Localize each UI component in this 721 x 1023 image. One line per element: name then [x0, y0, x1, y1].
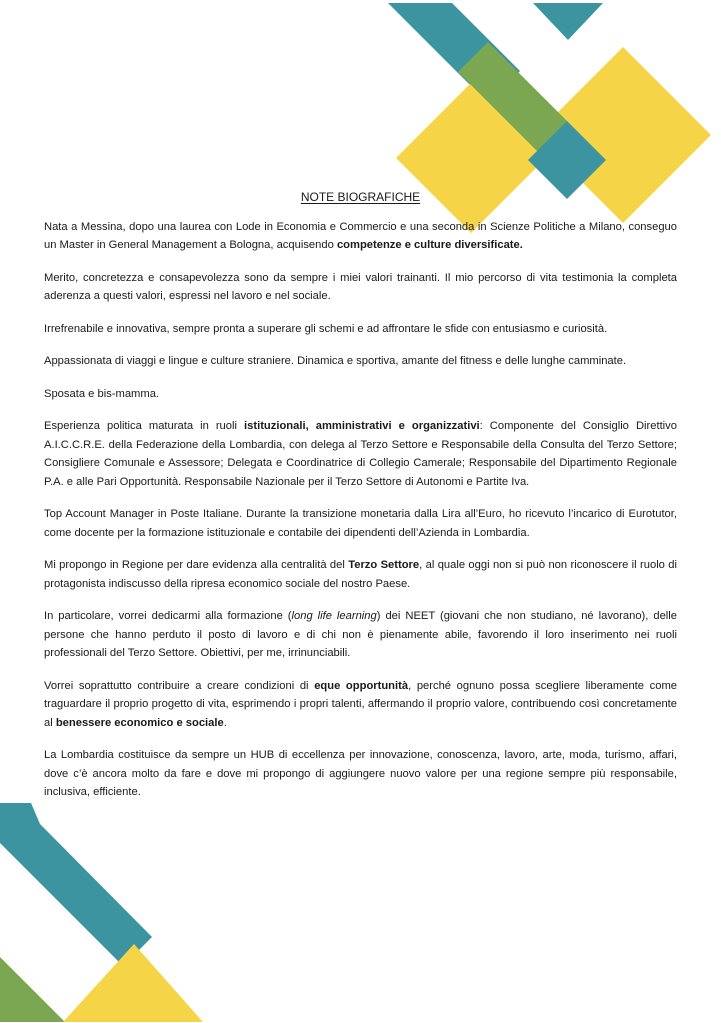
bottom-teal-stripe	[0, 803, 152, 966]
paragraph-family: Sposata e bis-mamma.	[44, 387, 160, 400]
paragraph-opportunita: Vorrei soprattutto contribuire a creare condizioni di eque opportunità, perché ognuno possa scegliere liberamente come traguardare il proprio progetto di vita, esprimendo i propri talenti, affermando il proprio valore, contribuendo così concretamente al benessere economico e sociale.	[44, 679, 677, 729]
paragraph-terzo-settore: Mi propongo in Regione per dare evidenza alla centralità del Terzo Settore, al quale oggi non si può non riconoscere il ruolo di protagonista indiscusso della ripresa economico sociale del nostro Paese.	[44, 559, 677, 590]
bold-terzo-settore: Terzo Settore	[348, 559, 420, 571]
paragraph-formazione: In particolare, vorrei dedicarmi alla formazione (long life learning) dei NEET (giovani che non studiano, né lavorano), delle persone che hanno perduto il posto di lavoro e di chi non è pienamente abile, favorendo il loro inserimento nei ruoli professionali del Terzo Settore. Obiettivi, per me, irrinunciabili.	[44, 610, 677, 659]
paragraph-poste-italiane: Top Account Manager in Poste Italiane. Durante la transizione monetaria dalla Lira all’Euro, ho ricevuto l’incarico di Eurotutor, come docente per la formazione istituzionale e contabile dei dipendenti dell’Azienda in Lombardia.	[44, 508, 677, 539]
bold-benessere: benessere economico e sociale	[55, 716, 224, 729]
paragraph-passions: Appassionata di viaggi e lingue e culture straniere. Dinamica e sportiva, amante del fitness e delle lunghe camminate.	[44, 355, 627, 367]
paragraph-innovation: Irrefrenabile e innovativa, sempre pronta a superare gli schemi e ad affrontare le sfide con entusiasmo e curiosità.	[44, 322, 608, 335]
top-teal-triangle	[533, 3, 603, 40]
paragraph-lombardia: La Lombardia costituisce da sempre un HUB di eccellenza per innovazione, conoscenza, lavoro, arte, moda, turismo, affari, dove c’è ancora molto da fare e dove mi propongo di aggiungere nuovo valore per una regione sempre più responsabile, inclusiva, efficiente.	[44, 749, 677, 798]
paragraph-values: Merito, concretezza e consapevolezza sono da sempre i miei valori trainanti. Il mio percorso di vita testimonia la completa aderenza a questi valori, espressi nel lavoro e nel sociale.	[44, 271, 677, 302]
italic-long-life-learning: long life learning	[291, 610, 377, 622]
biography-text	[44, 188, 677, 816]
bold-eque-opportunita: eque opportunità	[314, 679, 409, 692]
page-title: NOTE BIOGRAFICHE	[300, 190, 421, 204]
bottom-green-triangle	[0, 957, 65, 1022]
paragraph-education: Nata a Messina, dopo una laurea con Lode in Economia e Commercio e una seconda in Scienze Politiche a Milano, conseguo un Master in General Management a Bologna, acquisendo competenze e culture diversificate.	[44, 220, 677, 251]
bold-ruoli: istituzionali, amministrativi e organizzativi	[244, 420, 480, 432]
paragraph-political-experience: Esperienza politica maturata in ruoli istituzionali, amministrativi e organizzativi: Componente del Consiglio Direttivo A.I.C.C.R.E. della Federazione della Lombardia, con delega al Terzo Settore e Responsabile della Consulta del Terzo Settore; Consigliere Comunale e Assessore; Delegata e Coordinatrice di Collegio Camerale; Responsabile del Dipartimento Regionale P.A. e alle Pari Opportunità. Responsabile Nazionale per il Terzo Settore di Autonomi e Partite Iva.	[44, 420, 677, 488]
bottom-yellow-triangle	[63, 944, 203, 1022]
bold-competenze: competenze e culture diversificate.	[336, 239, 523, 251]
